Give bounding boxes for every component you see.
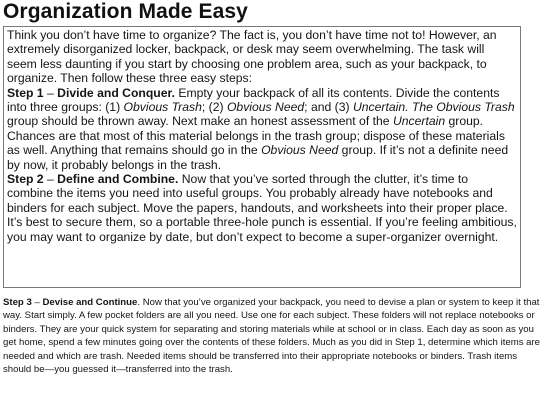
step-3-paragraph	[3, 296, 541, 376]
step-3-separator: –	[31, 297, 43, 308]
page-title: Organization Made Easy	[3, 0, 248, 23]
step-1-uncertain-term: Uncertain	[392, 114, 446, 129]
step-1-text: group. Chances are that most of this material belongs in the trash group; dispose of these materials as well. Anything that remains should go in the	[7, 114, 505, 158]
step-1-obvious-trash: Obvious Trash	[123, 100, 202, 115]
step-1-obvious-need: Obvious Need	[226, 100, 305, 115]
step-1-obvious-need-term: Obvious Need	[261, 143, 339, 158]
step-1-label: Step 1	[7, 85, 44, 100]
step-1-uncertain: Uncertain. The Obvious Trash	[352, 100, 515, 115]
step-1-paragraph	[7, 86, 517, 172]
step-2-label: Step 2	[7, 172, 44, 187]
step-3-label: Step 3	[3, 297, 32, 308]
step-1-text: ; and (3)	[304, 100, 353, 115]
step-3-text: . Now that you’ve organized your backpack, you need to devise a plan or system to keep it that way. Start simply. A few pocket folders are all you need. Use one for each subject. These folders will not replace notebooks or binders. They are your quick system for separating and storing materials while at school or in class. Each day as soon as you get home, spend a few minutes going over the contents of these folders. Much as you did in Step 1, determine which items are needed and which are trash. Needed items should be transferred into their appropriate notebooks or binders. Trash items should be—you guessed it—transferred into the trash.	[3, 297, 541, 376]
step-2-separator: –	[43, 172, 58, 187]
step-2-heading: Define and Combine.	[57, 172, 179, 187]
step-1-text: group. If it’s not a definite need by now, it probably belongs in the trash.	[7, 143, 509, 172]
step-1-text: group should be thrown away. Next make an honest assessment of the	[7, 114, 393, 129]
step-2-text: Now that you’ve sorted through the clutter, it’s time to combine the items you need into useful groups. You probably already have notebooks and binders for each subject. Move the papers, handouts, and worksheets into their proper place. It’s best to secure them, so a portable three-hole punch is essential. If you’re feeling ambitious, you may want to organize by date, but don’t expect to become a super-organizer overnight.	[7, 172, 517, 244]
step-2-paragraph	[7, 172, 517, 244]
step-1-heading: Divide and Conquer.	[57, 85, 175, 100]
bordered-text-box	[3, 26, 521, 288]
step-1-separator: –	[43, 85, 58, 100]
intro-paragraph: Think you don’t have time to organize? The fact is, you don’t have time not to! However, an extremely disorganized locker, backpack, or desk may seem overwhelming. The task will seem less daunting if you start by choosing one problem area, such as your backpack, to organize. Then follow these three easy steps:	[7, 28, 497, 86]
step-1-text: ; (2)	[201, 100, 227, 115]
step-3-heading: Devise and Continue	[42, 297, 138, 308]
step-1-text: Empty your backpack of all its contents. Divide the contents into three groups: (1)	[7, 85, 500, 115]
